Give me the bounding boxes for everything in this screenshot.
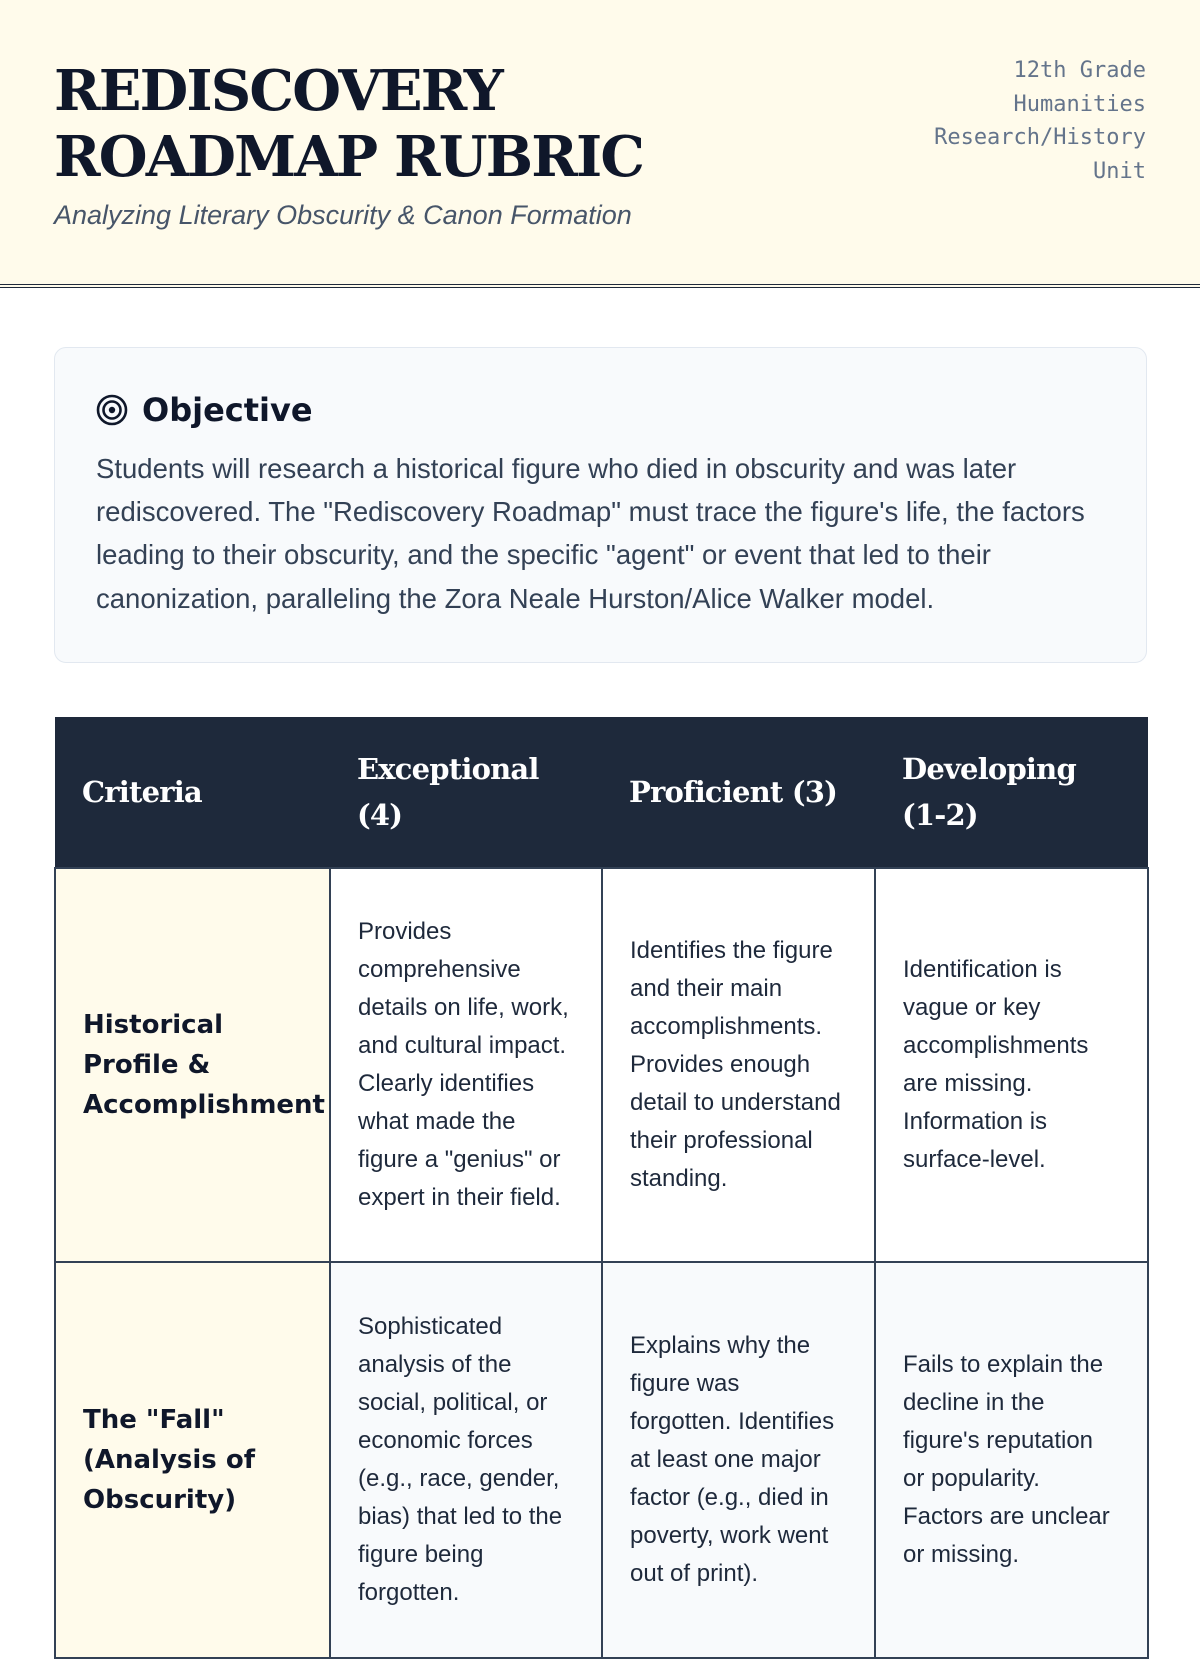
developing-cell: Identification is vague or key accomplishments are missing. Information is surface-level. (875, 868, 1148, 1262)
objective-heading: Objective (142, 391, 313, 429)
course-meta-line: 12th Grade (1013, 58, 1146, 83)
page-subtitle: Analyzing Literary Obscurity & Canon Formation (54, 200, 632, 230)
column-header-developing: Developing (1-2) (875, 717, 1148, 868)
proficient-cell: Identifies the figure and their main accomplishments. Provides enough detail to understand their professional standing. (602, 868, 875, 1262)
developing-cell: Fails to explain the decline in the figure's reputation or popularity. Factors are unclear or missing. (875, 1262, 1148, 1658)
objective-text: Students will research a historical figure who died in obscurity and was later rediscovered. The "Rediscovery Roadmap" must trace the figure's life, the factors leading to their obscurity, and the specific "agent" or event that led to their canonization, paralleling the Zora Neale Hurston/Alice Walker model. (96, 453, 1085, 614)
rubric-header-row (55, 717, 1148, 868)
rubric-table (54, 717, 1149, 1659)
table-row (55, 868, 1148, 1262)
exceptional-cell: Sophisticated analysis of the social, political, or economic forces (e.g., race, gender, bias) that led to the figure being forgotten. (330, 1262, 602, 1658)
page-header (0, 0, 1200, 288)
course-meta-line: Research/History (934, 125, 1146, 150)
column-header-proficient: Proficient (3) (602, 717, 875, 868)
target-icon (96, 394, 128, 426)
page-title: REDISCOVERY ROADMAP RUBRIC (54, 58, 644, 190)
course-meta-line: Humanities (1013, 91, 1146, 117)
criteria-cell: Historical Profile & Accomplishment (55, 868, 330, 1262)
course-meta (886, 54, 1146, 188)
column-header-exceptional: Exceptional (4) (330, 717, 602, 868)
objective-card (54, 347, 1147, 663)
course-meta-line: Unit (1093, 158, 1146, 184)
exceptional-cell: Provides comprehensive details on life, work, and cultural impact. Clearly identifies what made the figure a "genius" or expert in their field. (330, 868, 602, 1262)
objective-heading-row (96, 390, 1106, 430)
proficient-cell: Explains why the figure was forgotten. Identifies at least one major factor (e.g., died in poverty, work went out of print). (602, 1262, 875, 1658)
table-row (55, 1262, 1148, 1658)
column-header-criteria: Criteria (55, 717, 330, 868)
criteria-cell: The "Fall" (Analysis of Obscurity) (55, 1262, 330, 1658)
